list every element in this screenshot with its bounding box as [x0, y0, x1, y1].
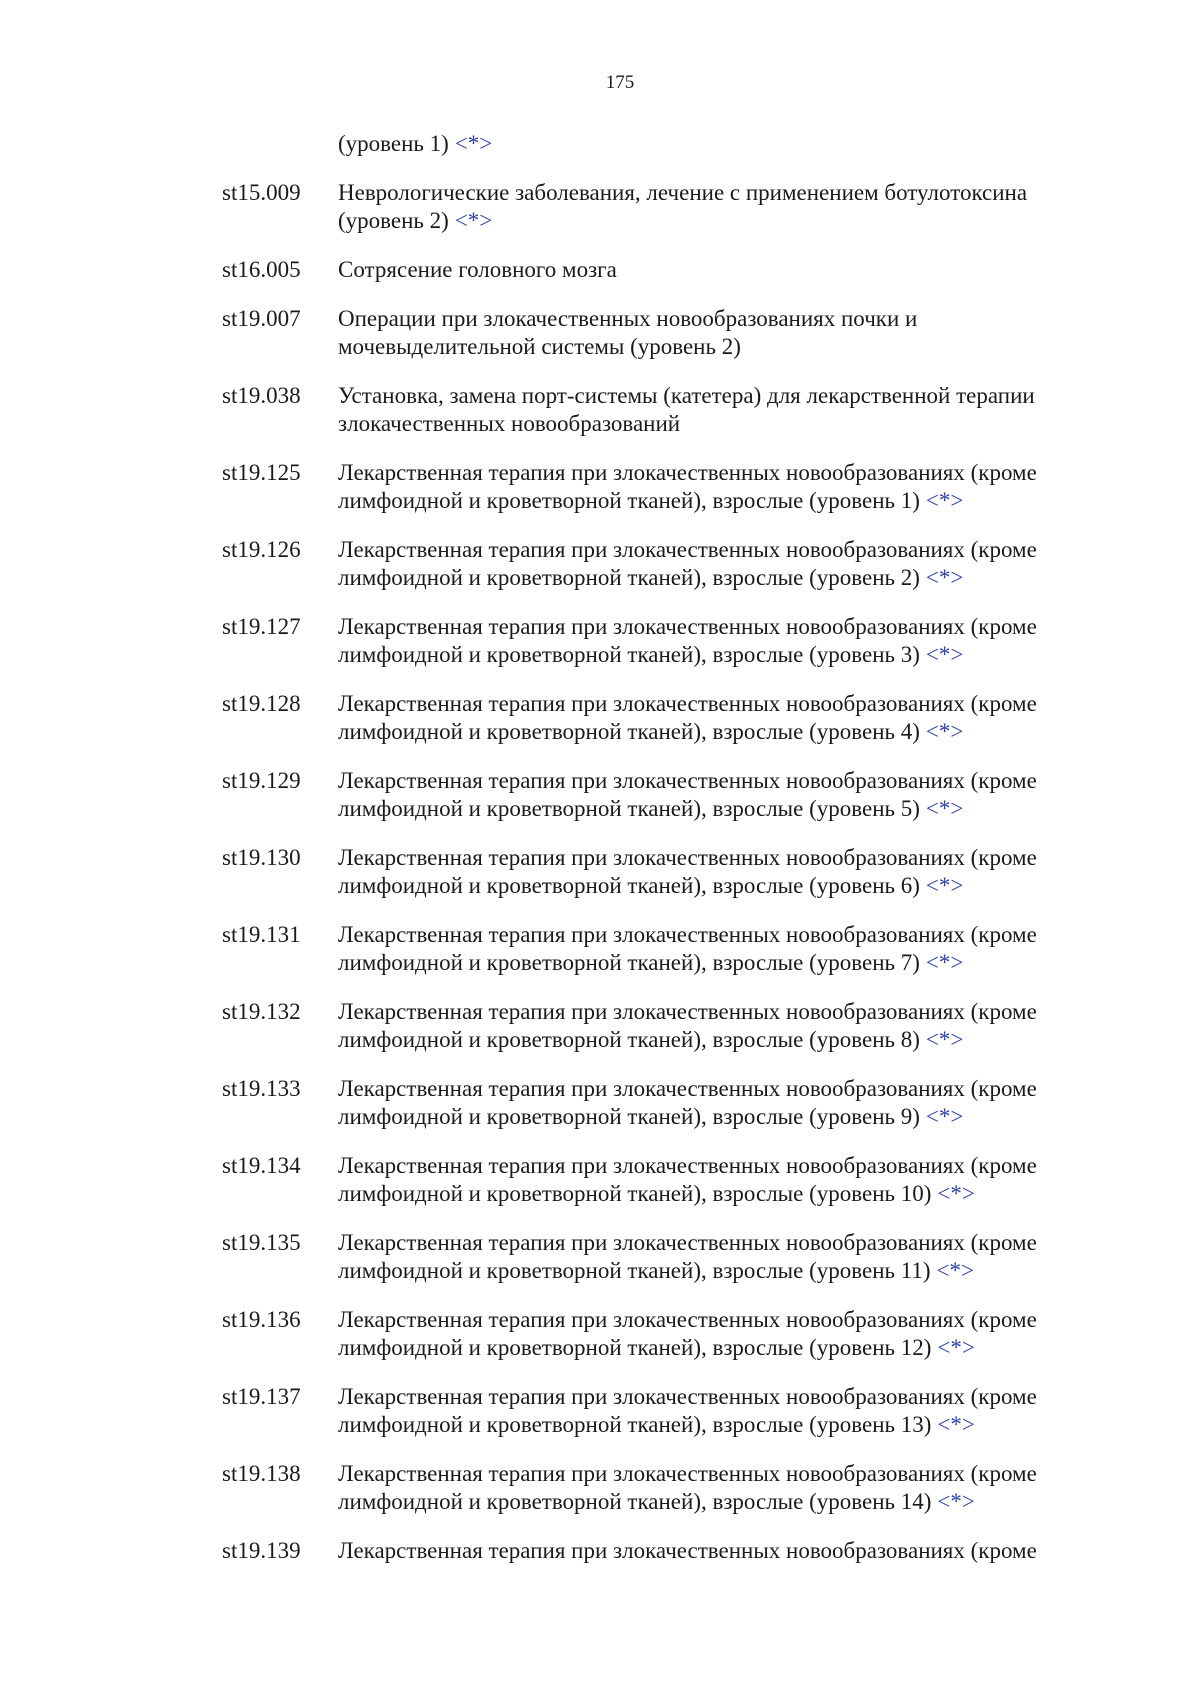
entry-code: st19.130 — [222, 845, 301, 870]
entry-description — [338, 179, 1102, 235]
entry-code: st19.139 — [222, 1538, 301, 1563]
entry-code: st19.007 — [222, 306, 301, 331]
list-item — [222, 1460, 1102, 1516]
entry-description — [338, 998, 1102, 1054]
footnote-reference-link[interactable]: <*> — [925, 873, 964, 898]
list-item — [222, 998, 1102, 1054]
entry-code: st19.129 — [222, 768, 301, 793]
footnote-reference-link[interactable]: <*> — [925, 1027, 964, 1052]
entry-code: st15.009 — [222, 180, 301, 205]
entry-code: st19.038 — [222, 383, 301, 408]
entry-description — [338, 921, 1102, 977]
entry-code: st19.125 — [222, 460, 301, 485]
entry-text: Лекарственная терапия при злокачественных новообразованиях (кроме лимфоидной и кроветворной тканей), взрослые (уровень 6) — [338, 845, 1037, 898]
entry-code: st19.133 — [222, 1076, 301, 1101]
list-item — [222, 767, 1102, 823]
entry-text: Установка, замена порт-системы (катетера) для лекарственной терапии злокачественных новообразований — [338, 383, 1035, 436]
footnote-reference-link[interactable]: <*> — [937, 1181, 975, 1206]
entry-text: Лекарственная терапия при злокачественных новообразованиях (кроме лимфоидной и кроветворной тканей), взрослые (уровень 13) — [338, 1384, 1037, 1437]
list-item — [222, 921, 1102, 977]
entry-text: Лекарственная терапия при злокачественных новообразованиях (кроме лимфоидной и кроветворной тканей), взрослые (уровень 9) — [338, 1076, 1037, 1129]
list-item — [222, 179, 1102, 235]
entry-text: Лекарственная терапия при злокачественных новообразованиях (кроме лимфоидной и кроветворной тканей), взрослые (уровень 10) — [338, 1153, 1037, 1206]
list-item — [222, 130, 1102, 158]
entry-description — [338, 256, 1102, 284]
list-item — [222, 1229, 1102, 1285]
footnote-reference-link[interactable]: <*> — [925, 719, 964, 744]
list-item — [222, 536, 1102, 592]
entry-description — [338, 1152, 1102, 1208]
entry-description — [338, 382, 1102, 438]
entry-description — [338, 1306, 1102, 1362]
entry-text: Лекарственная терапия при злокачественных новообразованиях (кроме лимфоидной и кроветворной тканей), взрослые (уровень 1) — [338, 460, 1037, 513]
entry-text: Неврологические заболевания, лечение с применением ботулотоксина (уровень 2) — [338, 180, 1028, 233]
entry-code: st19.131 — [222, 922, 301, 947]
footnote-reference-link[interactable]: <*> — [937, 1489, 975, 1514]
entry-description — [338, 613, 1102, 669]
list-item — [222, 1537, 1102, 1565]
list-item — [222, 1152, 1102, 1208]
footnote-reference-link[interactable]: <*> — [925, 796, 964, 821]
entry-code: st19.136 — [222, 1307, 301, 1332]
entry-description — [338, 305, 1102, 361]
list-item — [222, 1383, 1102, 1439]
list-item — [222, 382, 1102, 438]
list-item — [222, 690, 1102, 746]
entry-code: st19.128 — [222, 691, 301, 716]
entry-text: Лекарственная терапия при злокачественных новообразованиях (кроме лимфоидной и кроветворной тканей), взрослые (уровень 3) — [338, 614, 1037, 667]
entry-text: Сотрясение головного мозга — [338, 257, 617, 282]
footnote-reference-link[interactable]: <*> — [454, 208, 493, 233]
entry-text: Лекарственная терапия при злокачественных новообразованиях (кроме лимфоидной и кроветворной тканей), взрослые (уровень 2) — [338, 537, 1037, 590]
footnote-reference-link[interactable]: <*> — [936, 1258, 974, 1283]
footnote-reference-link[interactable]: <*> — [925, 565, 964, 590]
list-item — [222, 459, 1102, 515]
footnote-reference-link[interactable]: <*> — [925, 1104, 964, 1129]
list-item — [222, 613, 1102, 669]
entry-code: st19.135 — [222, 1230, 301, 1255]
entry-text: Лекарственная терапия при злокачественных новообразованиях (кроме — [338, 1538, 1037, 1563]
list-item — [222, 256, 1102, 284]
page-number: 175 — [605, 72, 635, 93]
entry-description — [338, 1229, 1102, 1285]
list-item — [222, 1306, 1102, 1362]
entry-text: Лекарственная терапия при злокачественных новообразованиях (кроме лимфоидной и кроветворной тканей), взрослые (уровень 12) — [338, 1307, 1037, 1360]
entry-code: st19.134 — [222, 1153, 301, 1178]
entry-description — [338, 1075, 1102, 1131]
entry-text: Операции при злокачественных новообразованиях почки и мочевыделительной системы (уровень 2) — [338, 306, 918, 359]
entry-text: (уровень 1) — [338, 131, 449, 156]
entry-text: Лекарственная терапия при злокачественных новообразованиях (кроме лимфоидной и кроветворной тканей), взрослые (уровень 7) — [338, 922, 1037, 975]
entry-description — [338, 130, 1102, 158]
entry-description — [338, 1383, 1102, 1439]
footnote-reference-link[interactable]: <*> — [925, 488, 964, 513]
entry-code: st19.138 — [222, 1461, 301, 1486]
list-item — [222, 1075, 1102, 1131]
entry-text: Лекарственная терапия при злокачественных новообразованиях (кроме лимфоидной и кроветворной тканей), взрослые (уровень 4) — [338, 691, 1037, 744]
entry-description — [338, 690, 1102, 746]
entry-description — [338, 536, 1102, 592]
entries-list — [222, 130, 1102, 1586]
entry-text: Лекарственная терапия при злокачественных новообразованиях (кроме лимфоидной и кроветворной тканей), взрослые (уровень 5) — [338, 768, 1037, 821]
footnote-reference-link[interactable]: <*> — [925, 642, 964, 667]
entry-description — [338, 459, 1102, 515]
entry-code: st19.126 — [222, 537, 301, 562]
footnote-reference-link[interactable]: <*> — [937, 1412, 975, 1437]
entry-description — [338, 844, 1102, 900]
list-item — [222, 844, 1102, 900]
footnote-reference-link[interactable]: <*> — [937, 1335, 975, 1360]
footnote-reference-link[interactable]: <*> — [454, 131, 493, 156]
entry-text: Лекарственная терапия при злокачественных новообразованиях (кроме лимфоидной и кроветворной тканей), взрослые (уровень 8) — [338, 999, 1037, 1052]
entry-code: st19.137 — [222, 1384, 301, 1409]
entry-text: Лекарственная терапия при злокачественных новообразованиях (кроме лимфоидной и кроветворной тканей), взрослые (уровень 14) — [338, 1461, 1037, 1514]
entry-description — [338, 767, 1102, 823]
footnote-reference-link[interactable]: <*> — [925, 950, 964, 975]
entry-description — [338, 1460, 1102, 1516]
list-item — [222, 305, 1102, 361]
entry-code: st16.005 — [222, 257, 301, 282]
entry-code: st19.132 — [222, 999, 301, 1024]
entry-code: st19.127 — [222, 614, 301, 639]
entry-text: Лекарственная терапия при злокачественных новообразованиях (кроме лимфоидной и кроветворной тканей), взрослые (уровень 11) — [338, 1230, 1037, 1283]
entry-description — [338, 1537, 1102, 1565]
